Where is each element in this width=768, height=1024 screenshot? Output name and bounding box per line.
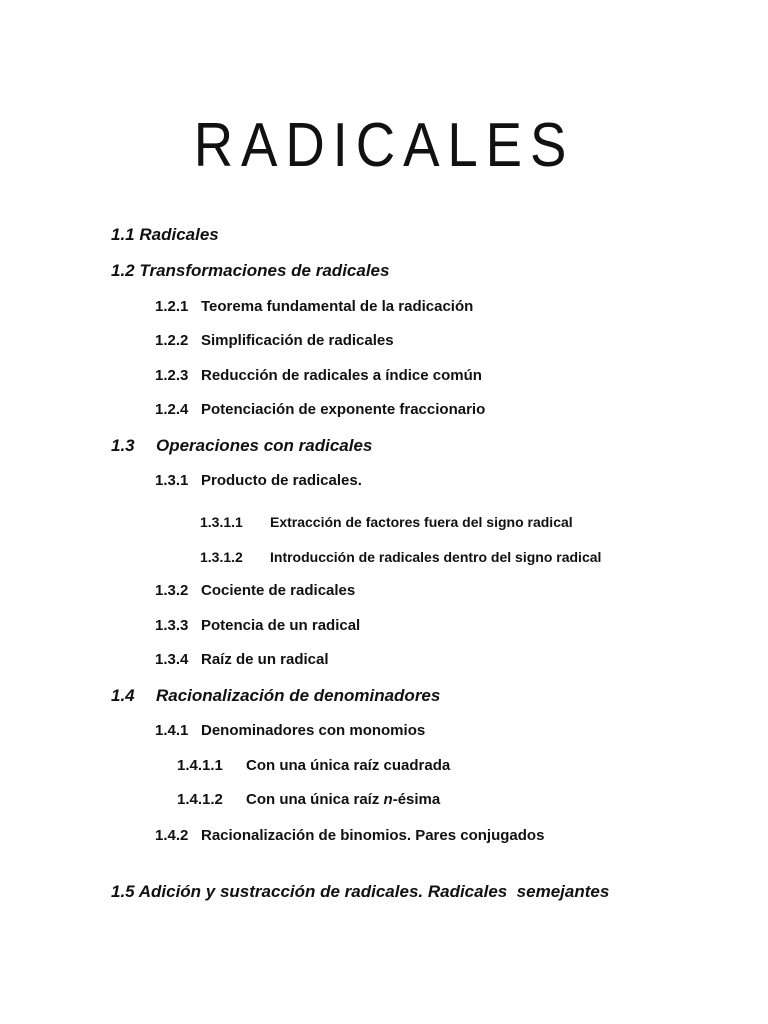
toc-entry-1-5 bbox=[111, 882, 609, 902]
toc-entry-1-3-4 bbox=[155, 651, 329, 668]
toc-text: Simplificación de radicales bbox=[201, 332, 394, 349]
toc-number: 1.4.1 bbox=[155, 722, 189, 739]
toc-text: Con una única raíz cuadrada bbox=[246, 757, 451, 774]
toc-entry-1-4-2 bbox=[155, 827, 544, 844]
toc-number: 1.2.2 bbox=[155, 332, 189, 349]
toc-entry-1-2 bbox=[111, 261, 389, 281]
toc-entry-1-4-1-2 bbox=[177, 791, 440, 808]
toc-text: Introducción de radicales dentro del signo radical bbox=[270, 549, 602, 565]
toc-number: 1.2.1 bbox=[155, 298, 189, 315]
toc-text: Operaciones con radicales bbox=[156, 436, 373, 455]
toc-entry-1-4 bbox=[111, 686, 440, 706]
toc-entry-1-3-1-1 bbox=[200, 514, 573, 530]
toc-text: Extracción de factores fuera del signo radical bbox=[270, 514, 573, 530]
toc-number: 1.3.4 bbox=[155, 651, 189, 668]
toc-number: 1.3.1.1 bbox=[200, 514, 243, 530]
toc-number: 1.4.2 bbox=[155, 827, 189, 844]
toc-entry-1-1 bbox=[111, 225, 219, 245]
toc-text: Cociente de radicales bbox=[201, 582, 356, 599]
toc-text: Racionalización de binomios. Pares conjugados bbox=[201, 827, 545, 844]
toc-number: 1.4 bbox=[111, 686, 135, 705]
toc-number: 1.5 bbox=[111, 882, 135, 901]
toc-text: Adición y sustracción de radicales. Radicales semejantes bbox=[138, 882, 610, 901]
toc-text-part: Con una única raíz bbox=[246, 791, 384, 808]
toc-entry-1-3-1 bbox=[155, 472, 362, 489]
toc-text: Teorema fundamental de la radicación bbox=[201, 298, 474, 315]
toc-text: Reducción de radicales a índice común bbox=[201, 367, 482, 384]
toc-entry-1-4-1 bbox=[155, 722, 425, 739]
toc-number: 1.2.3 bbox=[155, 367, 189, 384]
toc-entry-1-2-2 bbox=[155, 332, 394, 349]
toc-text: Transformaciones de radicales bbox=[139, 261, 390, 280]
toc-number: 1.4.1.2 bbox=[177, 791, 223, 808]
toc-entry-1-3 bbox=[111, 436, 372, 456]
toc-entry-1-2-1 bbox=[155, 298, 473, 315]
toc-text-part: -ésima bbox=[392, 791, 441, 808]
toc-text: Radicales bbox=[139, 225, 219, 244]
toc-entry-1-2-3 bbox=[155, 367, 482, 384]
toc-number: 1.4.1.1 bbox=[177, 757, 223, 774]
toc-number: 1.2.4 bbox=[155, 401, 189, 418]
toc-entry-1-3-3 bbox=[155, 617, 360, 634]
toc-text: Racionalización de denominadores bbox=[156, 686, 441, 705]
toc-number: 1.3.1.2 bbox=[200, 549, 243, 565]
toc-text: Denominadores con monomios bbox=[201, 722, 426, 739]
toc-number: 1.2 bbox=[111, 261, 135, 280]
toc-number: 1.1 bbox=[111, 225, 135, 244]
document-title: RADICALES bbox=[193, 111, 575, 180]
toc-entry-1-2-4 bbox=[155, 401, 485, 418]
toc-number: 1.3.1 bbox=[155, 472, 189, 489]
toc-number: 1.3.2 bbox=[155, 582, 189, 599]
toc-text: Potencia de un radical bbox=[201, 617, 361, 634]
toc-number: 1.3 bbox=[111, 436, 135, 455]
toc-entry-1-4-1-1 bbox=[177, 757, 450, 774]
toc-entry-1-3-1-2 bbox=[200, 549, 601, 565]
toc-text: Potenciación de exponente fraccionario bbox=[201, 401, 486, 418]
toc-text-italic-n: n bbox=[383, 791, 393, 808]
toc-entry-1-3-2 bbox=[155, 582, 355, 599]
toc-text: Raíz de un radical bbox=[201, 651, 329, 668]
toc-text: Producto de radicales. bbox=[201, 472, 362, 489]
toc-number: 1.3.3 bbox=[155, 617, 189, 634]
